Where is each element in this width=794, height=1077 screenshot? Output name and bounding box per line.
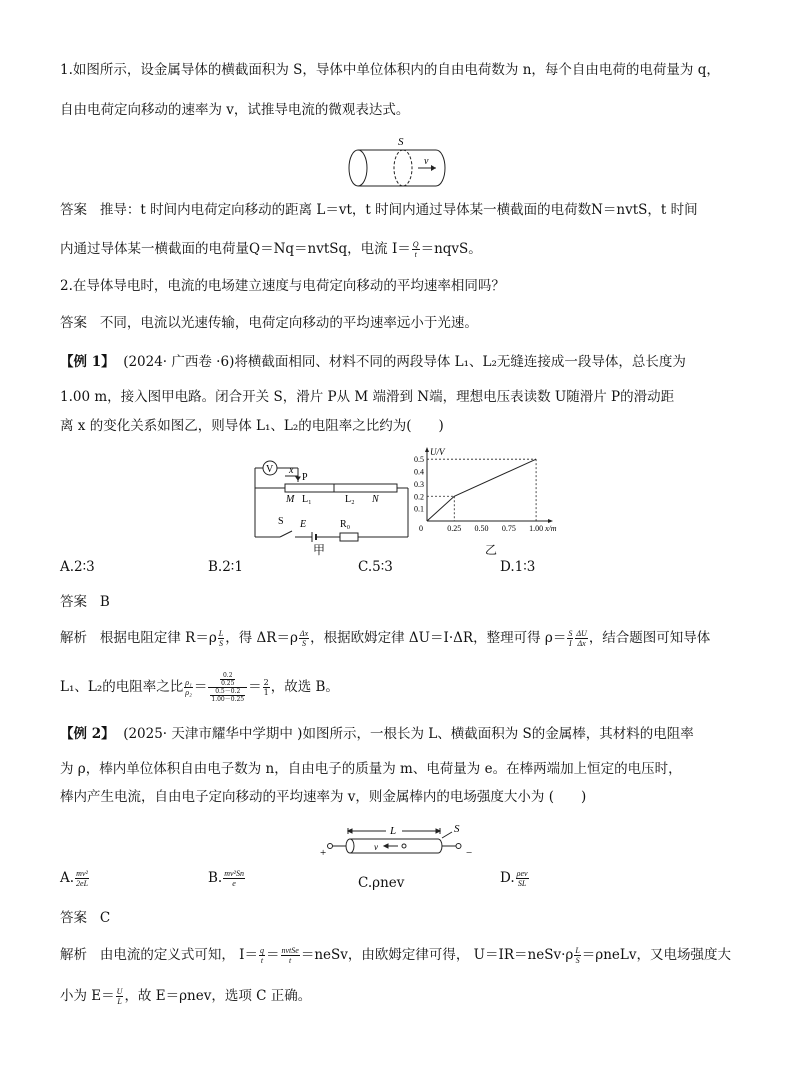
big-fraction: $\frac{\frac{0.2}{0.25}}{\frac{0.5-0.2}{1.00-0.25}}$ [208,672,247,703]
y-tick-label: 0.1 [414,504,424,514]
ex2-option-d: D. $\frac{\text{ρev}}{SL}$ [500,869,528,888]
y-tick-label: 0.2 [414,492,424,502]
y-tick-label: 0.3 [414,479,424,489]
l2-label: L₂ [345,494,355,505]
origin-label: 0 [419,524,423,533]
ex1-answer-line: 答案 B [60,594,110,610]
ex2-tag: 【例 2】 [60,726,115,742]
q1-answer-line-1 [60,200,698,220]
x-tick-label: 0.75 [501,524,516,533]
area-label: S [454,823,460,835]
battery-label: E [300,519,307,530]
ex2-option-a: A. $\frac{\text{mv²}}{2eL}$ [60,869,89,888]
circuit-caption: 甲 [313,543,326,557]
ex1-line-1: 【例 1】 (2024· 广西卷 ·6)将横截面相同、材料不同的两段导体 L₁、L₂无缝连接成一段导体，总长度为 [60,354,686,370]
ex1-option-b: B.2∶1 [208,559,243,575]
q1-line-2: 自由电荷定向移动的速率为 v，试推导电流的微观表达式。 [60,102,410,118]
resistor-label: R₀ [340,519,351,530]
y-tick-label: 0.5 [414,455,424,465]
q1-line-1: 1.如图所示，设金属导体的横截面积为 S，导体中单位体积内的自由电荷数为 n，每个自由电荷的电荷量为 q， [60,62,720,78]
q2-answer-line: 答案 不同，电流以光速传输，电荷定向移动的平均速率远小于光速。 [60,315,478,331]
ex2-line-2: 为 ρ，棒内单位体积自由电子数为 n，自由电子的质量为 m、电荷量为 e。在棒两端加上恒定的电压时， [60,761,682,777]
q1-answer-text-1: 推导：t 时间内电荷定向移动的距离 L＝vt，t 时间内通过导体某一横截面的电荷数N＝nvtS，t 时间 [99,202,698,218]
answer-tag: 答案 [60,315,87,331]
x-axis-arrow [548,519,553,523]
ex2-option-c: C.ρnev [358,875,405,891]
ex1-analysis-line-1: 解析 根据电阻定律 R＝ρ $\frac{L}{S}$ ，得 ΔR＝ρ $\frac{\Delta x}{S}$ ，根据欧姆定律 ΔU＝I·ΔR，整理可得 ρ＝ $\frac{S}{I}$ $\frac{\Delta U}{\Delta x}$ ，结合题图可知导体 [60,629,711,648]
cross-section-label: S [398,136,404,148]
velocity-label: v [424,156,429,167]
ex1-option-d: D.1∶3 [500,559,536,575]
ex1-tag: 【例 1】 [60,354,115,370]
n-label: N [372,494,379,505]
x-tick-label: 0.50 [474,524,489,533]
ex1-line-3: 离 x 的变化关系如图乙，则导体 L₁、L₂的电阻率之比约为( ) [60,418,444,434]
length-label: L [390,825,397,837]
q2-line: 2.在导体导电时，电流的电场建立速度与电荷定向移动的平均速率相同吗？ [60,278,505,294]
m-label: M [286,494,295,505]
ex2-line-3: 棒内产生电流，自由电子定向移动的平均速率为 v，则金属棒内的电场强度大小为 ( ) [60,789,587,805]
y-axis-arrow [425,447,429,452]
minus-terminal: − [466,847,473,859]
metal-rod-figure [318,820,478,860]
ex2-answer-line: 答案 C [60,910,111,926]
circuit-diagram [250,452,410,547]
y-tick-label: 0.4 [414,467,424,477]
answer-tag: 答案 [60,202,87,218]
graph-caption: 乙 [485,543,498,557]
x-label: x [289,465,294,476]
u-x-graph [405,447,555,535]
ex1-option-a: A.2∶3 [60,559,95,575]
ex1-option-c: C.5∶3 [358,559,393,575]
fraction-q-over-t: $\frac{Q}{t}$ [412,240,419,259]
y-axis-label: U/V [430,447,445,457]
u-x-series-line [427,459,536,521]
ex1-line-2: 1.00 m，接入图甲电路。闭合开关 S，滑片 P从 M 端滑到 N端，理想电压表读数 U随滑片 P的滑动距 [60,389,675,405]
q1-answer-line-2: 内通过导体某一横截面的电荷量Q＝Nq＝nvtSq，电流 I＝ $\frac{Q}{t}$ ＝nqvS。 [60,240,482,259]
conductor-cylinder-figure [340,134,460,190]
ex2-line-1: 【例 2】 (2025· 天津市耀华中学期中 )如图所示，一根长为 L、横截面积为 S的金属棒，其材料的电阻率 [60,726,694,742]
plus-terminal: + [320,847,327,859]
ex1-analysis-line-2: L₁、L₂的电阻率之比 $\frac{\text{ρ₁}}{\text{ρ₂}}$ ＝ $\frac{\frac{0.2}{0.25}}{\frac{0.5-0.2}{1.00-0.25}}$ ＝ $\frac{2}{1}$ ，故选 B。 [60,672,339,703]
ex2-analysis-line-2: 小为 E＝ $\frac{U}{L}$ ，故 E＝ρnev，选项 C 正确。 [60,987,312,1006]
x-axis-label: x/m [545,524,557,533]
x-tick-label: 1.00 [529,524,544,533]
v-label: v [374,842,378,852]
ex2-analysis-line-1: 解析 由电流的定义式可知， I＝ $\frac{q}{t}$ ＝ $\frac{\text{nvtSe}}{t}$ ＝neSv，由欧姆定律可得， U＝IR＝neSv·ρ $\frac{L}{S}$ ＝ρneLv，又电场强度大 [60,946,732,965]
x-tick-label: 0.25 [447,524,462,533]
voltmeter-label: V [266,464,274,475]
l1-label: L₁ [302,494,312,505]
slider-p-label: P [302,472,308,483]
ex2-option-b: B. $\frac{\text{mv²Sn}}{e}$ [208,869,244,888]
switch-label: S [278,516,284,527]
